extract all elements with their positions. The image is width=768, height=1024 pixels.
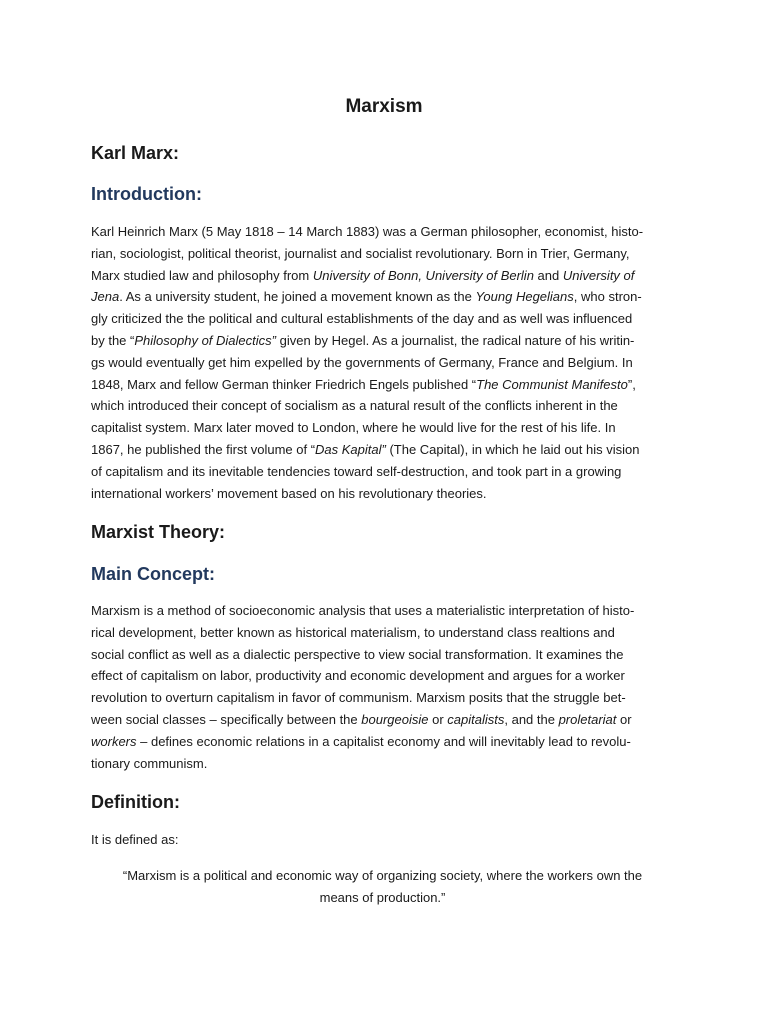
paragraph-line bbox=[91, 461, 691, 483]
paragraph-line bbox=[91, 709, 691, 731]
text-run: 1848, Marx and fellow German thinker Friedrich Engels published “ bbox=[91, 376, 477, 392]
paragraph-line bbox=[91, 243, 691, 265]
paragraph-line bbox=[91, 352, 691, 374]
text-run: . As a university student, he joined a movement known as the bbox=[119, 289, 476, 305]
text-run: Karl Heinrich Marx (5 May 1818 – 14 March 1883) was a German philosopher, economist, histo- bbox=[91, 224, 644, 239]
text-run: by the “ bbox=[91, 332, 135, 348]
paragraph-line bbox=[91, 665, 691, 687]
text-run: ”, bbox=[627, 376, 636, 392]
paragraph-line bbox=[91, 395, 691, 417]
heading-main-concept: Main Concept: bbox=[91, 564, 215, 584]
paragraph-line bbox=[91, 374, 691, 396]
heading-definition: Definition: bbox=[91, 792, 180, 812]
italic-text: The Communist Manifesto bbox=[476, 376, 628, 392]
text-run: social conflict as well as a dialectic perspective to view social transformation. It examines the bbox=[91, 646, 624, 662]
paragraph-line bbox=[91, 308, 691, 330]
heading-karl-marx: Karl Marx: bbox=[91, 143, 180, 163]
text-run: gly criticized the the political and cultural establishments of the day and as well was influenced bbox=[91, 311, 633, 327]
text-run: revolution to overturn capitalism in favor of communism. Marxism posits that the struggle bet- bbox=[91, 690, 626, 706]
paragraph-line bbox=[91, 265, 691, 287]
paragraph-line bbox=[91, 417, 691, 439]
paragraph-line bbox=[91, 330, 691, 352]
quote-line: “Marxism is a political and economic way of organizing society, where the workers own the bbox=[122, 868, 643, 883]
text-run: rian, sociologist, political theorist, journalist and socialist revolutionary. Born in Trier, Germany, bbox=[91, 245, 630, 261]
italic-text: Jena bbox=[91, 289, 120, 305]
concept-paragraph bbox=[91, 600, 691, 774]
italic-text: bourgeoisie bbox=[361, 711, 429, 727]
text-run: or bbox=[616, 711, 632, 727]
paragraph-line bbox=[91, 221, 691, 243]
italic-text: capitalists bbox=[447, 711, 505, 727]
text-run: given by Hegel. As a journalist, the radical nature of his writin- bbox=[275, 332, 635, 348]
text-run: capitalist system. Marx later moved to London, where he would live for the rest of his life. In bbox=[91, 420, 616, 436]
paragraph-line bbox=[91, 483, 691, 505]
text-run: international workers’ movement based on his revolutionary theories. bbox=[91, 485, 487, 501]
paragraph-line bbox=[91, 622, 691, 644]
paragraph-line bbox=[91, 600, 691, 622]
paragraph-line bbox=[91, 286, 691, 308]
italic-text: University of bbox=[562, 267, 635, 283]
definition-intro: It is defined as: bbox=[91, 832, 179, 847]
text-run: Marxism is a method of socioeconomic analysis that uses a materialistic interpretation of histo- bbox=[91, 603, 635, 618]
text-run: of capitalism and its inevitable tendencies toward self-destruction, and took part in a growing bbox=[91, 463, 622, 479]
quote-line: means of production.” bbox=[319, 889, 446, 905]
text-run: or bbox=[428, 711, 448, 727]
text-run: tionary communism. bbox=[91, 755, 208, 771]
text-run: which introduced their concept of socialism as a natural result of the conflicts inherent in the bbox=[91, 398, 618, 414]
paragraph-line bbox=[91, 439, 691, 461]
italic-text: proletariat bbox=[558, 711, 617, 727]
text-run: (The Capital), in which he laid out his vision bbox=[385, 441, 640, 457]
text-run: ween social classes – specifically between the bbox=[91, 711, 362, 727]
paragraph-line bbox=[91, 644, 691, 666]
heading-introduction: Introduction: bbox=[91, 184, 202, 204]
definition-quote bbox=[91, 865, 674, 909]
text-run: rical development, better known as historical materialism, to understand class realtions and bbox=[91, 624, 615, 640]
italic-text: University of Bonn, University of Berlin bbox=[312, 267, 534, 283]
text-run: , and the bbox=[504, 711, 559, 727]
text-run: , who stron- bbox=[573, 289, 642, 305]
heading-marxist-theory: Marxist Theory: bbox=[91, 522, 226, 542]
text-run: – defines economic relations in a capitalist economy and will inevitably lead to revolu- bbox=[136, 733, 631, 749]
italic-text: workers bbox=[91, 733, 137, 749]
italic-text: Young Hegelians bbox=[475, 289, 574, 305]
document-title: Marxism bbox=[345, 96, 423, 117]
text-run: and bbox=[533, 267, 563, 283]
text-run: 1867, he published the first volume of “ bbox=[91, 441, 316, 457]
italic-text: Das Kapital” bbox=[315, 441, 386, 457]
text-run: effect of capitalism on labor, productivity and economic development and argues for a worker bbox=[91, 668, 625, 684]
paragraph-line bbox=[91, 731, 691, 753]
text-run: gs would eventually get him expelled by the governments of Germany, France and Belgium. In bbox=[91, 354, 633, 370]
paragraph-line bbox=[91, 687, 691, 709]
italic-text: Philosophy of Dialectics” bbox=[134, 332, 276, 348]
intro-paragraph bbox=[91, 221, 691, 504]
text-run: Marx studied law and philosophy from bbox=[91, 267, 313, 283]
paragraph-line bbox=[91, 753, 691, 775]
